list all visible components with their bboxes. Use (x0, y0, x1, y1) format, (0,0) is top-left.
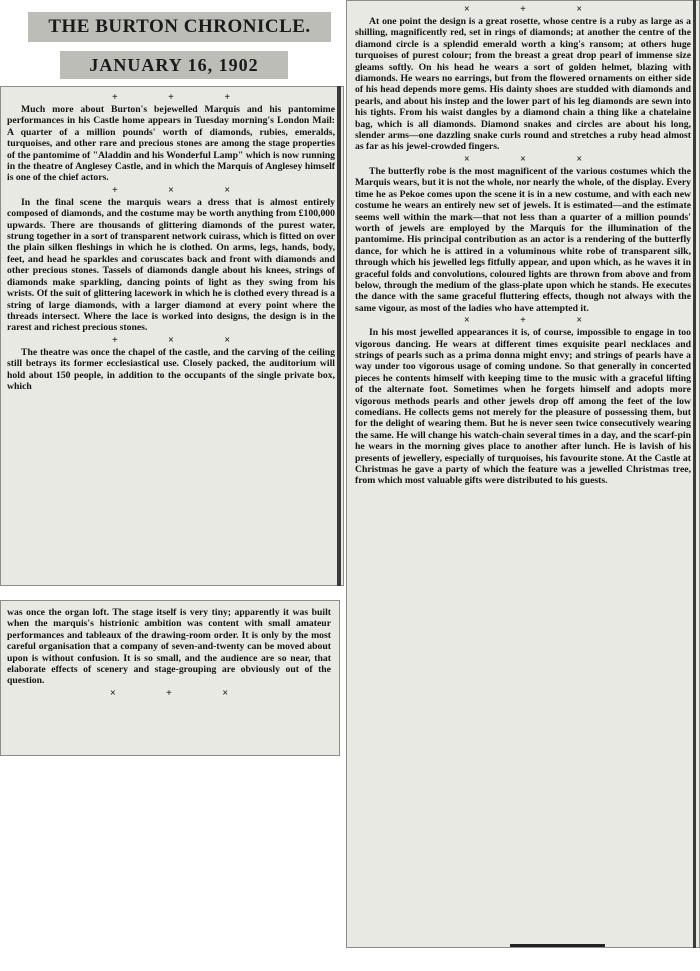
ornament-mixed: × × × (463, 153, 607, 165)
end-rule (510, 944, 605, 947)
clipping-left-bottom (0, 600, 340, 756)
ornament-mixed: × + × (463, 315, 607, 327)
article-paragraph: In his most jewelled appearances it is, of course, impossible to engage in too vigorous dancing. He wears at different times exquisite pearl necklaces and strings of pearls such as a prima donna might envy; and strings of pearls have a way under too vigorous usage of coming undone. So that generally in concerted pieces he contents himself with keeping time to the music with a graceful lifting of the alternate foot. Sometimes when he forgets himself and adopts more vigorous methods pearls and other jewels drop off among the feet of the low comedians. He collects gems not merely for the pleasure of possessing them, but for the delight of wearing them. But he is never seen twice consecutively wearing the same. He will change his watch-chain several times in a day, and the scarf-pin he wears in the morning gives place to another after lunch. He is lavish of his presents of jewellery, especially of turquoises, his favourite stone. At the Castle at Christmas he gave a party of which the feature was a jewelled Christmas tree, from which most valuable gifts were distributed to his guests. (355, 327, 691, 487)
article-paragraph: Much more about Burton's bejewelled Marquis and his pantomime performances in his Castle home appears in Tuesday morning's London Mail: A quarter of a million pounds' worth of diamonds, rubies, emeralds, turquoises, and other rare and precious stones are among the stage properties of the pantomime of "Aladdin and his Wonderful Lamp" which is now running in the theatre of Anglesey Castle, and in which the Marquis of Anglesey himself is one of the chief actors. (7, 104, 335, 184)
article-paragraph: In the final scene the marquis wears a dress that is almost entirely composed of diamonds, and the costume may be worth anything from £100,000 upwards. There are thousands of glittering diamonds of the purest water, strung together in a sort of transparent network cuirass, which is fitted on over the plain silken fleshings in which he is clothed. On arms, legs, hands, body, feet, and head he sparkles and coruscates back and front with diamonds and other precious stones. Tassels of diamonds dangle about his knees, strings of diamonds make sparkling, dancing points of light as they swing from his wrists. Of the suit of glittering lacework in which he is clothed every thread is a string of large diamonds, with a larger diamond at every point where the threads intersect. Where the lace is worked into designs, the design is in the rarest and richest precious stones. (7, 196, 335, 334)
clipping-right (346, 0, 700, 948)
ornament-mixed: × + × (463, 4, 607, 15)
article-paragraph: The butterfly robe is the most magnificent of the various costumes which the Marquis wears, but it is not the whole, nor nearly the whole, of the display. Every time he as Pekoe comes upon the scene it is in a new costume, and with each new costume he wears an entirely new set of jewels. It is estimated—and the estimate seems well within the mark—that not less than a quarter of a million pounds' worth of jewels are employed by the Marquis for the illumination of the pantomime. His principal contribution as an actor is a rendering of the butterfly dance, for which he is attired in a voluminous white robe of transparent silk, through which his jewelled legs fitfully appear, and upon which, as he waves it in graceful folds and convolutions, coloured lights are thrown from above and from below, through the medium of the glass-plate upon which he stands. He executes the dance with the same graceful fluttering effects, though not always with the same vigour, as most of the ladies who have attempted it. (355, 165, 691, 314)
masthead-date: JANUARY 16, 1902 (89, 54, 259, 75)
clip-edge (337, 86, 341, 586)
ornament-plus: + + + (111, 92, 255, 103)
masthead-date-box (60, 51, 288, 79)
masthead-title: THE BURTON CHRONICLE. (48, 16, 311, 37)
article-paragraph: At one point the design is a great rosette, whose centre is a ruby as large as a shilling, magnificently red, set in rings of diamonds; at another the centre of the diamond circle is a splendid emerald worth a king's ransom; at others huge turquoises of purest colour; from the breast a great drop pearl of immense size gleams softly. On his head he wears a sort of golden helmet, blazing with diamonds. He wears no earrings, but from the flowered ornaments on either side of his head depends more gems. His dainty shoes are studded with diamonds and pearls, and about his instep and the lower part of his leg diamonds are sewn into his tights. From his waist dangles by a diamond chain a thing like a chatelaine bag, which is all diamonds. Diamond snakes and circles are about his long, slender arms—one dazzling snake curls round and stretches a ruby head almost as far as his jewel-crowded fingers. (355, 16, 691, 153)
masthead-title-box (28, 12, 331, 42)
clipping-left-top (0, 86, 344, 586)
article-paragraph: The theatre was once the chapel of the castle, and the carving of the ceiling still betrays its former ecclesiastical use. Closely packed, the auditorium will hold about 150 people, in addition to the occupants of the single private box, which (7, 346, 335, 392)
article-paragraph: was once the organ loft. The stage itself is very tiny; apparently it was built when the marquis's histrionic ambition was content with small amateur performances and tableaux of the drawing-room order. It is only by the most careful organisation that a company of seven-and-twenty can be moved about upon is without confusion. It is so small, and the audience are so near, that elaborate effects of scenery and stage-grouping are obviously out of the question. (7, 607, 331, 687)
clip-edge (693, 0, 696, 948)
ornament-mixed: + × × (111, 334, 255, 346)
ornament-mixed: × + × (109, 687, 253, 699)
ornament-mixed: + × × (111, 184, 255, 196)
